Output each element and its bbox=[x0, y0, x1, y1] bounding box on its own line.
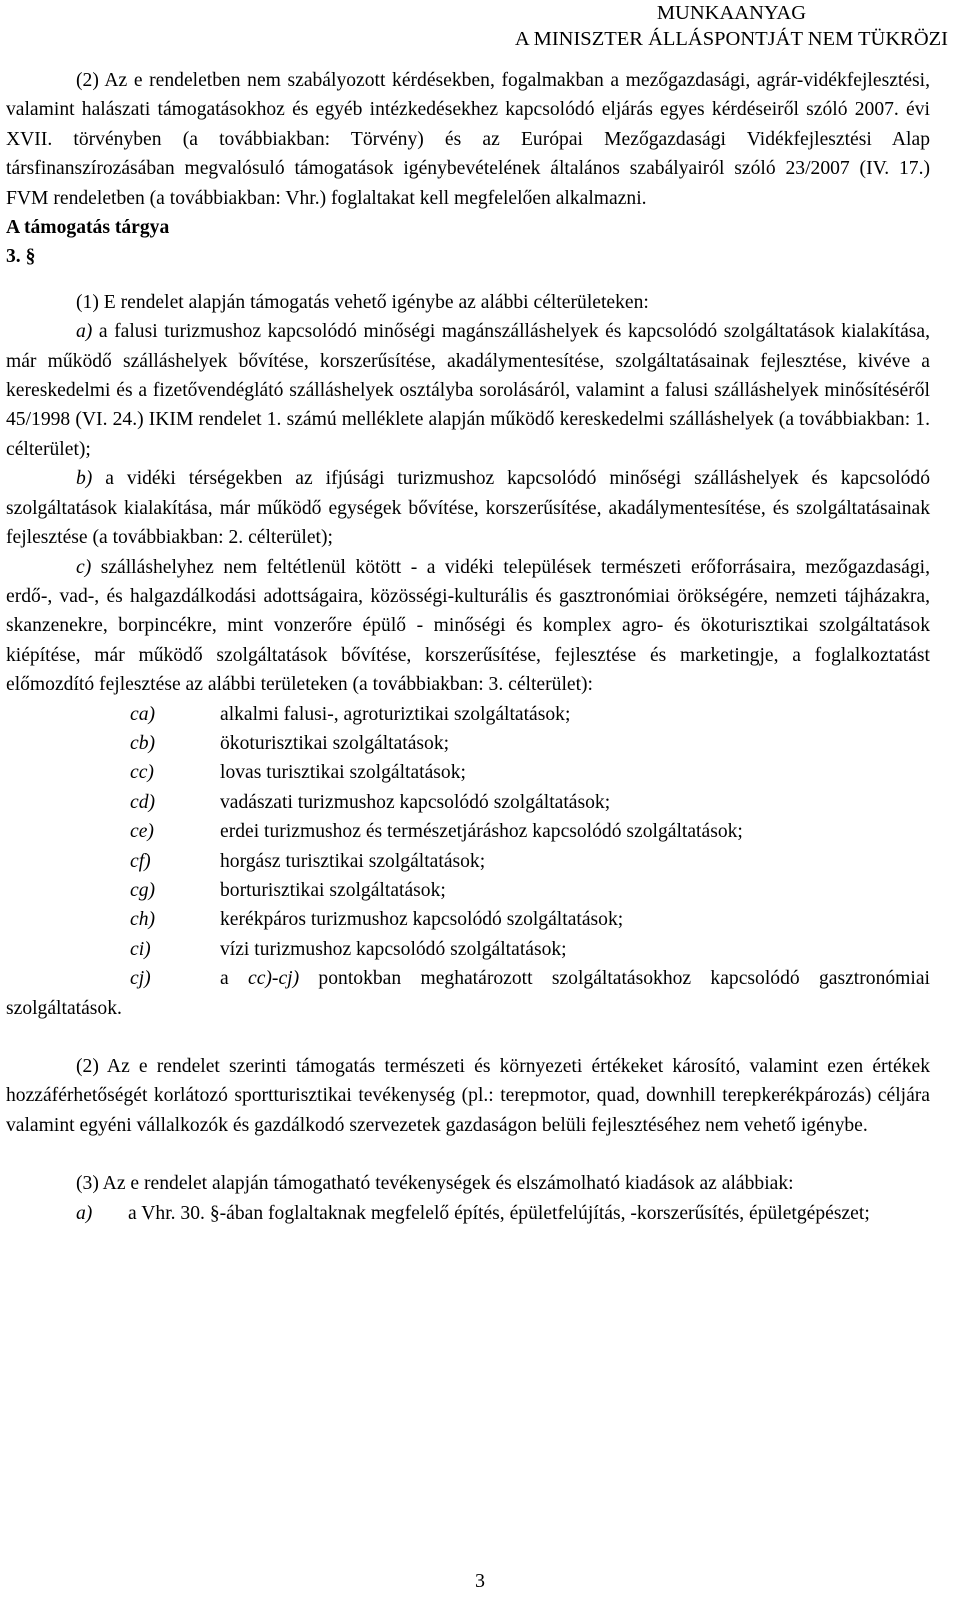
paragraph-2: (2) Az e rendelet szerinti támogatás természeti és környezeti értékeket károsító, valamint ezen értékek hozzáférhetőségét korlátozó sportturisztikai tevékenység (pl.: terepmotor, quad, downhill terepkerékpározás) céljára valamint egyéni vállalkozók és gazdálkodó szervezetek gazdaságon belüli fejlesztéséhez nem vehető igénybe. bbox=[6, 1056, 930, 1136]
sub-item-text: ökoturisztikai szolgáltatások; bbox=[220, 732, 450, 754]
item-cj-label: cj) bbox=[130, 968, 151, 990]
sub-item-label: cg) bbox=[130, 879, 156, 901]
document-body bbox=[6, 66, 930, 1228]
sub-item-label: ch) bbox=[130, 909, 156, 931]
sub-item-label: ci) bbox=[130, 938, 151, 960]
item-b-label: b) bbox=[76, 468, 93, 490]
item-cj-text: pontokban meghatározott szolgáltatásokhoz kapcsolódó gasztronómiai szolgáltatások. bbox=[6, 968, 930, 1019]
list-item bbox=[6, 905, 930, 934]
item-a-label: a) bbox=[76, 321, 93, 343]
sub-item-list bbox=[6, 700, 930, 965]
paragraph-2-intro: (2) Az e rendeletben nem szabályozott kérdésekben, fogalmakban a mezőgazdasági, agrár-vidékfejlesztési, valamint halászati támogatásokhoz és egyéb intézkedésekhez kapcsolódó eljárás egyes kérdéseiről szóló 2007. évi XVII. törvényben (a továbbiakban: Törvény) és az Európai Mezőgazdasági Vidékfejlesztési Alap társfinanszírozásában megvalósuló támogatások igénybevételének általános szabályairól szóló 23/2007 (IV. 17.) FVM rendeletben (a továbbiakban: Vhr.) foglaltakat kell megfelelően alkalmazni. bbox=[6, 70, 930, 209]
item-a-text: a falusi turizmushoz kapcsolódó minőségi magánszálláshelyek és kapcsolódó szolgáltatások kialakítása, már működő szálláshelyek bővítése, korszerűsítése, akadálymentesítése, szolgáltatásainak fejlesztése, kivéve a kereskedelmi és a fizetővendéglátó szálláshelyek osztályba sorolásáról, valamint a falusi szálláshelyek minősítéséről 45/1998 (VI. 24.) IKIM rendelet 1. számú melléklete alapján működő kereskedelmi szálláshelyek (a továbbiakban: 1. célterület); bbox=[6, 321, 930, 460]
sub-item-text: kerékpáros turizmushoz kapcsolódó szolgáltatások; bbox=[220, 909, 624, 931]
spacer bbox=[6, 1023, 930, 1052]
sub-item-label: cf) bbox=[130, 850, 151, 872]
paragraph-3-item-a-label: a) bbox=[76, 1202, 93, 1224]
list-item bbox=[6, 788, 930, 817]
item-b-text: a vidéki térségekben az ifjúsági turizmushoz kapcsolódó minőségi szálláshelyek és kapcsolódó szolgáltatások kialakítása, már működő egységek bővítése, korszerűsítése, akadálymentesítése, és szolgáltatásainak fejlesztése (a továbbiakban: 2. célterület); bbox=[6, 468, 930, 549]
list-item bbox=[6, 935, 930, 964]
item-cj-ref: cc)-cj) bbox=[248, 968, 300, 990]
list-item bbox=[6, 758, 930, 787]
item-c-label: c) bbox=[76, 556, 92, 578]
sub-item-text: horgász turisztikai szolgáltatások; bbox=[220, 850, 486, 872]
page-number: 3 bbox=[475, 1570, 485, 1592]
item-c-text: szálláshelyhez nem feltétlenül kötött - a vidéki települések természeti erőforrásaira, mezőgazdasági, erdő-, vad-, és halgazdálkodási adottságaira, közösségi-kulturális és gasztronómiai örökségére, nemzeti tájházakra, skanzenekre, borpincékre, mint vonzerőre épülő - minőségi és komplex agro- és ökoturisztikai szolgáltatások kiépítése, már működő szolgáltatások bővítése, korszerűsítése, fejlesztése és marketingje, a foglalkoztatást előmozdító fejlesztése az alábbi területeken (a továbbiakban: 3. célterület): bbox=[6, 556, 930, 696]
section-heading: A támogatás tárgya bbox=[6, 217, 170, 239]
list-item bbox=[6, 847, 930, 876]
page-header bbox=[515, 0, 948, 52]
item-a bbox=[6, 317, 930, 464]
paragraph-3: (3) Az e rendelet alapján támogatható tevékenységek és elszámolható kiadások az alábbiak: bbox=[76, 1173, 794, 1195]
list-item bbox=[6, 700, 930, 729]
paragraph-3-item-a-text: a Vhr. 30. §-ában foglaltaknak megfelelő építés, épületfelújítás, -korszerűsítés, épületgépészet; bbox=[128, 1202, 870, 1224]
item-cj bbox=[6, 964, 930, 1023]
sub-item-label: cc) bbox=[130, 762, 154, 784]
sub-item-label: cd) bbox=[130, 791, 156, 813]
item-cj-a: a bbox=[220, 968, 229, 990]
header-line-1: MUNKAANYAG bbox=[656, 2, 807, 24]
spacer bbox=[6, 1140, 930, 1169]
sub-item-label: ce) bbox=[130, 821, 154, 843]
list-item bbox=[6, 817, 930, 846]
sub-item-label: ca) bbox=[130, 703, 156, 725]
paragraph-3-item-a bbox=[6, 1199, 930, 1228]
sub-item-text: vadászati turizmushoz kapcsolódó szolgáltatások; bbox=[220, 791, 611, 813]
header-line-2: A MINISZTER ÁLLÁSPONTJÁT NEM TÜKRÖZI bbox=[514, 28, 948, 50]
sub-item-text: lovas turisztikai szolgáltatások; bbox=[220, 762, 466, 784]
list-item bbox=[6, 876, 930, 905]
sub-item-text: erdei turizmushoz és természetjáráshoz kapcsolódó szolgáltatások; bbox=[220, 821, 743, 843]
paragraph-1: (1) E rendelet alapján támogatás vehető igénybe az alábbi célterületeken: bbox=[76, 291, 649, 313]
sub-item-text: vízi turizmushoz kapcsolódó szolgáltatások; bbox=[220, 938, 567, 960]
list-item bbox=[6, 729, 930, 758]
section-number: 3. § bbox=[6, 246, 36, 268]
sub-item-text: alkalmi falusi-, agroturiztikai szolgáltatások; bbox=[220, 703, 571, 725]
item-b bbox=[6, 464, 930, 552]
item-c bbox=[6, 553, 930, 700]
sub-item-label: cb) bbox=[130, 732, 156, 754]
sub-item-text: borturisztikai szolgáltatások; bbox=[220, 879, 446, 901]
